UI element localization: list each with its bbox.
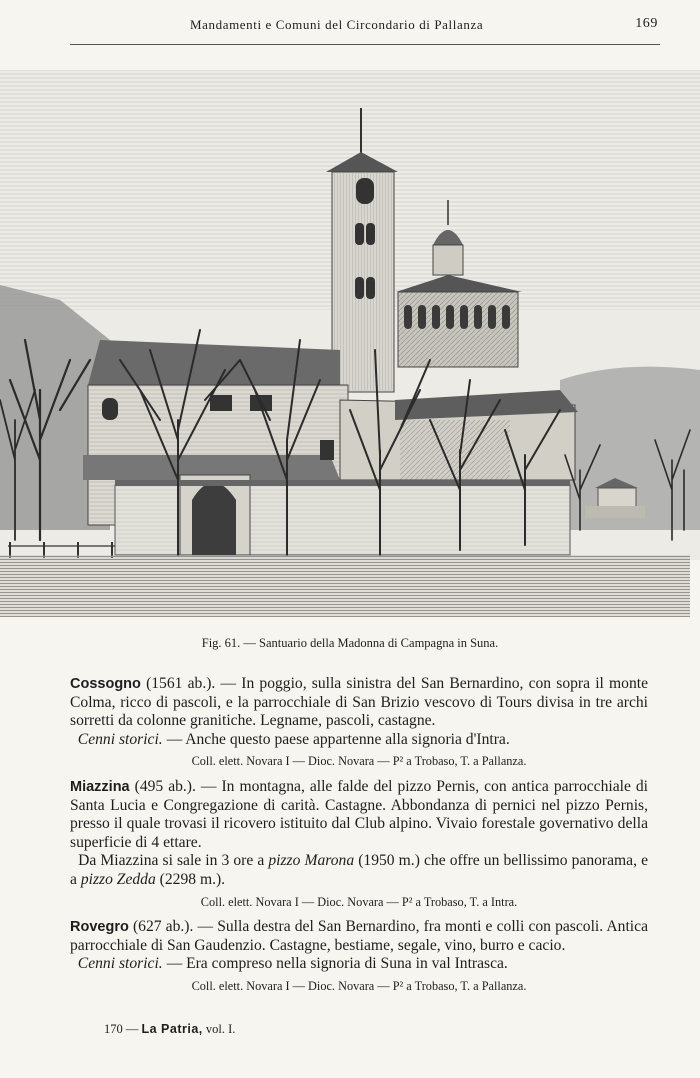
extra-text: (1950 m.) che offre un bellissimo panorama, e a [70,852,648,888]
entry-text: — In poggio, sulla sinistra del San Bernardino, con sopra il monte Colma, ricco di pascoli, e la parrocchiale di San Brizio vescovo di Tours divisa in tre archi sorretti da colonne granitiche. Legname, pascoli, castagne. [70,675,649,730]
entry-text: — Sulla destra del San Bernardino, fra monti e colli con pascoli. Antica parrocchiale di San Gaudenzio. Castagne, bestiame, segale, vino, burro e cacio. [70,918,648,954]
history-text: — Era compreso nella signoria di Suna in val Intrasca. [162,955,508,973]
entry-name: Rovegro [70,919,129,936]
entry-history [70,955,648,974]
entry-population: (495 ab.). [134,777,196,795]
entry-population: (627 ab.). [132,918,194,936]
history-label: Cenni storici. [77,955,163,973]
page-number: 169 [635,16,658,31]
body-text [70,675,648,1003]
figure-caption: Fig. 61. — Santuario della Madonna di Campagna in Suna. [201,636,499,650]
church-engraving [0,60,700,625]
footer-volume: vol. I. [205,1022,236,1036]
entry-population: (1561 ab.). [146,675,216,692]
entry-coll: Coll. elett. Novara I — Dioc. Novara — P² a Trobaso, T. a Pallanza. [191,754,527,769]
extra-text: Da Miazzina si sale in 3 ore a [78,852,269,870]
entry-coll: Coll. elett. Novara I — Dioc. Novara — P² a Trobaso, T. a Pallanza. [191,978,527,993]
entry-cossogno [70,675,648,731]
entry-rovegro [70,918,648,955]
footer-page: 170 — [104,1022,139,1036]
engraving-figure [0,60,700,625]
header-rule [70,44,660,45]
entry-history [70,731,648,750]
extra-place: pizzo Marona [268,852,355,870]
running-head-title: Mandamenti e Comuni del Circondario di Pallanza [190,17,484,32]
extra-text: (2298 m.). [155,870,226,888]
page-footer [104,1022,235,1037]
extra-place: pizzo Zedda [80,870,156,888]
entry-coll: Coll. elett. Novara I — Dioc. Novara — P² a Trobaso, T. a Intra. [200,894,518,909]
running-head [70,12,660,38]
entry-miazzina [70,778,648,852]
entry-name: Cossogno [70,676,141,692]
perimeter-wall [115,475,570,555]
entry-extra [70,852,648,889]
history-label: Cenni storici. [77,730,163,748]
history-text: — Anche questo paese appartenne alla signoria d'Intra. [162,730,510,748]
entry-text: — In montagna, alle falde del pizzo Pernis, con antica parrocchiale di Santa Lucia e Congregazione di carità. Castagne. Abbondanza di pernici nel pizzo Pernis, presso il quale trovasi il ricovero istituito dal Club alpino. Vivaio forestale governativo della superficie di 4 ettare. [70,777,648,851]
entry-name: Miazzina [70,778,130,795]
footer-brand: La Patria, [141,1022,203,1036]
